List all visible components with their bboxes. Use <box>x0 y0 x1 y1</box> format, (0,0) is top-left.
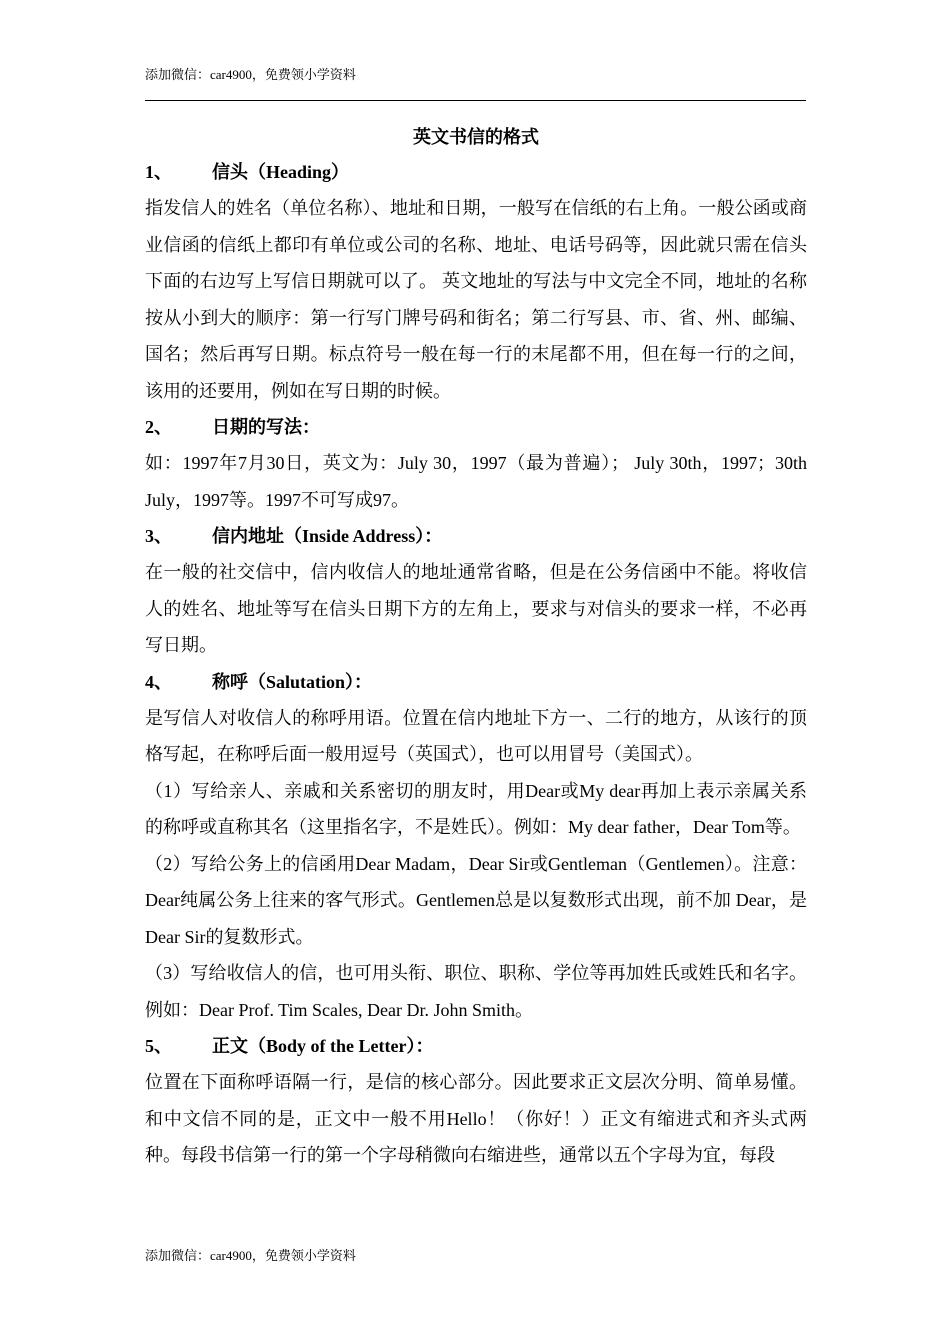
section-title: 称呼（Salutation）： <box>212 671 373 692</box>
header-note: 添加微信：car4900，免费领小学资料 <box>145 67 356 82</box>
section-heading-inside-address <box>145 518 807 554</box>
section-paragraph: （1）写给亲人、亲戚和关系密切的朋友时，用Dear或My dear再加上表示亲属关系的称呼或直称其名（这里指名字，不是姓氏）。例如：My dear father，Dear Tom等。 <box>145 780 807 837</box>
section-paragraph: 是写信人对收信人的称呼用语。位置在信内地址下方一、二行的地方，从该行的顶格写起，在称呼后面一般用逗号（英国式），也可以用冒号（美国式）。 <box>145 707 807 764</box>
section-number: 4、 <box>145 671 172 692</box>
section-title: 信内地址（Inside Address）： <box>212 526 443 546</box>
header-divider <box>145 100 806 101</box>
section-title: 正文（Body of the Letter）： <box>212 1036 434 1056</box>
section-paragraph: 指发信人的姓名（单位名称）、地址和日期，一般写在信纸的右上角。一般公函或商业信函的信纸上都印有单位或公司的名称、地址、电话号码等，因此就只需在信头下面的右边写上写信日期就可以了。 英文地址的写法与中文完全不同，地址的名称按从小到大的顺序：第一行写门牌号码和街名；第二行写县、市、省、州、邮编、国名；然后再写日期。标点符号一般在每一行的末尾都不用，但在每一行的之间，该用的还要用，例如在写日期的时候。 <box>145 198 807 401</box>
section-title: 日期的写法： <box>212 417 320 437</box>
section-paragraph: （3）写给收信人的信，也可用头衔、职位、职称、学位等再加姓氏或姓氏和名字。例如：Dear Prof. Tim Scales, Dear Dr. John Smith。 <box>145 963 807 1020</box>
document-title: 英文书信的格式 <box>413 127 539 147</box>
section-paragraph: （2）写给公务上的信函用Dear Madam，Dear Sir或Gentleman（Gentlemen）。注意：Dear纯属公务上往来的客气形式。Gentlemen总是以复数形式出现，前不加 Dear，是Dear Sir的复数形式。 <box>145 853 807 947</box>
section-heading-salutation <box>145 664 807 700</box>
section-heading-heading <box>145 154 807 190</box>
document-body <box>145 120 807 1174</box>
section-heading-body <box>145 1028 807 1064</box>
section-number: 3、 <box>145 526 172 546</box>
section-number: 2、 <box>145 417 172 437</box>
section-title: 信头（Heading） <box>212 162 350 182</box>
section-paragraph: 如：1997年7月30日，英文为：July 30，1997（最为普遍）； July 30th，1997；30th July，1997等。1997不可写成97。 <box>145 453 807 510</box>
section-heading-date <box>145 409 807 445</box>
section-paragraph: 在一般的社交信中，信内收信人的地址通常省略，但是在公务信函中不能。将收信人的姓名、地址等写在信头日期下方的左角上，要求与对信头的要求一样，不必再写日期。 <box>145 562 807 655</box>
section-paragraph: 位置在下面称呼语隔一行，是信的核心部分。因此要求正文层次分明、简单易懂。和中文信不同的是，正文中一般不用Hello！（你好！）正文有缩进式和齐头式两种。每段书信第一行的第一个字母稍微向右缩进些，通常以五个字母为宜，每段 <box>145 1072 807 1165</box>
footer-note: 添加微信：car4900，免费领小学资料 <box>145 1248 356 1263</box>
section-number: 1、 <box>145 162 172 182</box>
section-number: 5、 <box>145 1036 172 1056</box>
